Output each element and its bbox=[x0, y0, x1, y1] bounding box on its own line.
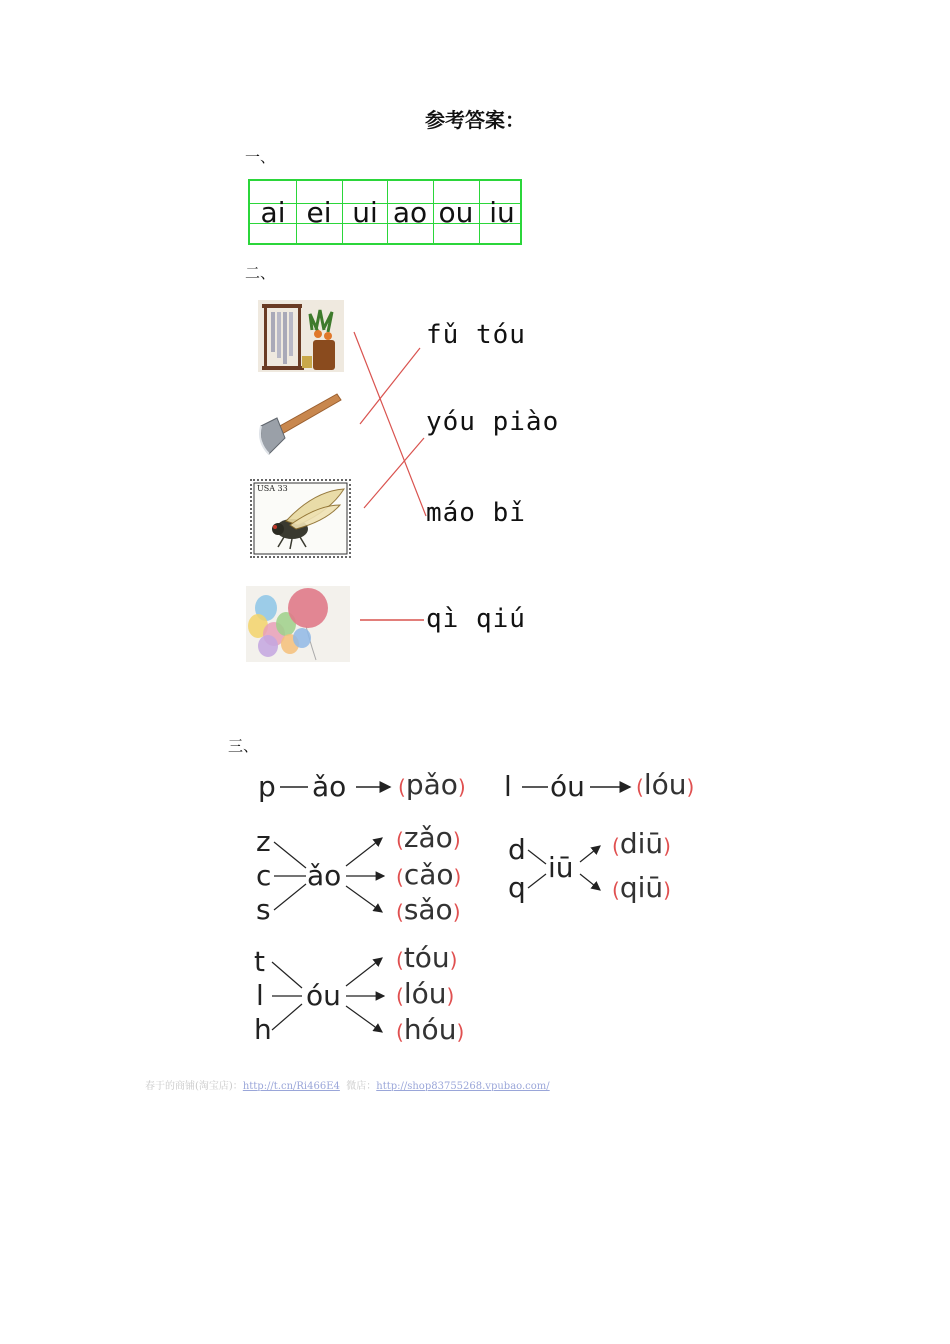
paren-open: ( bbox=[636, 775, 644, 799]
final-ou: óu bbox=[550, 770, 585, 803]
answer-pao bbox=[398, 769, 466, 803]
grid-cell: ei bbox=[306, 196, 332, 229]
paren-close: ) bbox=[456, 1020, 465, 1044]
paren-close: ) bbox=[446, 984, 455, 1008]
answer-hou bbox=[396, 1014, 464, 1048]
balloons-image bbox=[246, 586, 350, 662]
paren-open: ( bbox=[396, 900, 404, 924]
wind-chime-drawing bbox=[258, 300, 344, 372]
initial-q: q bbox=[508, 871, 526, 904]
pinyin-futou: fǔ tóu bbox=[426, 320, 526, 350]
initial-l: l bbox=[256, 979, 264, 1012]
paren-open: ( bbox=[612, 878, 620, 902]
grid-cell: ao bbox=[392, 196, 428, 229]
initial-p: p bbox=[258, 770, 276, 803]
axe-drawing bbox=[255, 388, 343, 462]
final-ao: ǎo bbox=[307, 859, 342, 892]
paren-open: ( bbox=[396, 948, 404, 972]
paren-close: ) bbox=[663, 834, 671, 858]
paren-close: ) bbox=[452, 828, 461, 852]
paren-close: ) bbox=[686, 775, 695, 799]
axe-image bbox=[255, 388, 343, 462]
answer-text: pǎo bbox=[405, 768, 458, 801]
answer-text: hóu bbox=[403, 1013, 457, 1046]
answer-text: lóu bbox=[643, 768, 687, 801]
answer-text: diū bbox=[619, 827, 664, 860]
paren-close: ) bbox=[452, 900, 461, 924]
answer-tou bbox=[396, 942, 457, 976]
paren-close: ) bbox=[663, 878, 671, 902]
stamp-value: USA 33 bbox=[257, 484, 288, 493]
footer-link-shop[interactable]: http://t.cn/Ri466E4 bbox=[242, 1081, 340, 1092]
initial-d: d bbox=[508, 833, 526, 866]
answer-qiu bbox=[612, 872, 671, 906]
wind-chime-image bbox=[258, 300, 344, 372]
final-ao: ǎo bbox=[312, 770, 347, 803]
final-ou: óu bbox=[306, 979, 341, 1012]
footer-link-weidian[interactable]: http://shop83755268.vpubao.com/ bbox=[376, 1081, 550, 1092]
balloons-drawing bbox=[246, 586, 350, 662]
answer-lou bbox=[636, 769, 694, 803]
answer-text: zǎo bbox=[403, 821, 453, 854]
paren-open: ( bbox=[396, 984, 404, 1008]
initial-t: t bbox=[254, 945, 265, 978]
section-2-label: 二、 bbox=[245, 264, 276, 282]
initial-h: h bbox=[254, 1013, 272, 1046]
answer-text: cǎo bbox=[403, 858, 454, 891]
answer-sao bbox=[396, 894, 461, 928]
final-iu: iū bbox=[548, 851, 574, 884]
paren-close: ) bbox=[453, 865, 462, 889]
answer-text: lóu bbox=[403, 977, 447, 1010]
initial-s: s bbox=[256, 893, 271, 926]
footer-mid: 微店： bbox=[339, 1081, 377, 1092]
page-title: 参考答案： bbox=[425, 108, 525, 132]
answer-zao bbox=[396, 822, 461, 856]
spelling-arrows bbox=[250, 760, 720, 1060]
paren-open: ( bbox=[396, 1020, 404, 1044]
paren-open: ( bbox=[396, 828, 404, 852]
pinyin-writing-grid bbox=[248, 179, 522, 245]
initial-c: c bbox=[256, 859, 272, 892]
pinyin-youpiao: yóu piào bbox=[426, 407, 560, 437]
grid-cell: ai bbox=[260, 196, 286, 229]
section-1-label: 一、 bbox=[245, 148, 276, 166]
initial-z: z bbox=[256, 825, 271, 858]
paren-open: ( bbox=[398, 775, 406, 799]
pinyin-maobi: máo bǐ bbox=[426, 498, 526, 528]
grid-cell: ui bbox=[352, 196, 378, 229]
paren-close: ) bbox=[457, 775, 466, 799]
initial-l: l bbox=[504, 770, 512, 803]
grid-cell: ou bbox=[438, 196, 474, 229]
match-line bbox=[354, 332, 426, 516]
section-3-label: 三、 bbox=[228, 737, 259, 755]
footer-prefix: 春于的商铺(淘宝店)： bbox=[145, 1081, 243, 1092]
answer-text: qiū bbox=[619, 871, 664, 904]
match-lines bbox=[340, 320, 440, 630]
footer-watermark bbox=[145, 1077, 550, 1092]
answer-text: tóu bbox=[403, 941, 450, 974]
answer-text: sǎo bbox=[403, 893, 453, 926]
paren-open: ( bbox=[612, 834, 620, 858]
match-line bbox=[364, 438, 424, 508]
pinyin-qiqiu: qì qiú bbox=[426, 604, 526, 634]
paren-open: ( bbox=[396, 865, 404, 889]
paren-close: ) bbox=[449, 948, 458, 972]
stamp-image bbox=[250, 479, 351, 558]
match-line bbox=[360, 348, 420, 424]
grid-cell: iu bbox=[489, 196, 515, 229]
answer-cao bbox=[396, 859, 461, 893]
answer-diu bbox=[612, 828, 671, 862]
answer-lou2 bbox=[396, 978, 454, 1012]
